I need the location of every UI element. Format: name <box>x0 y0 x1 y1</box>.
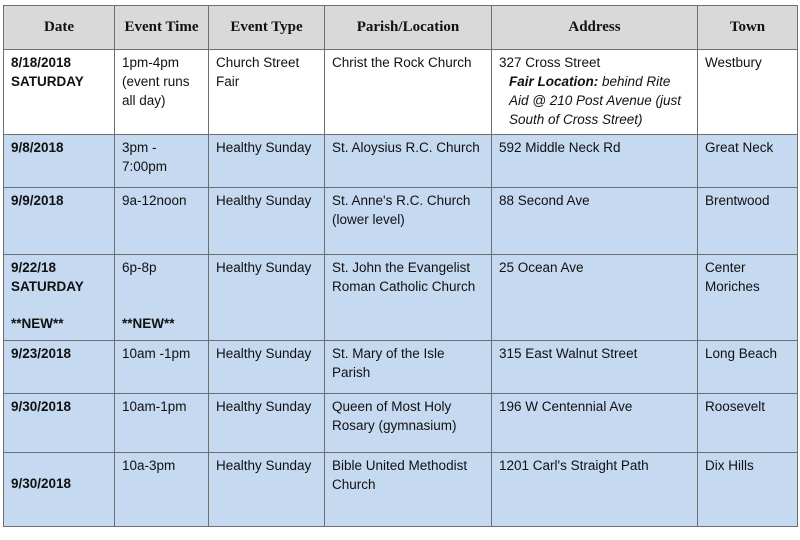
header-event-type: Event Type <box>209 6 325 50</box>
date-text: 9/30/2018 <box>11 476 72 491</box>
parish-cell: Queen of Most Holy Rosary (gymnasium) <box>325 394 492 453</box>
address-cell: 196 W Centennial Ave <box>492 394 698 453</box>
table-row <box>4 50 798 135</box>
header-date: Date <box>4 6 115 50</box>
parish-cell: St. John the Evangelist Roman Catholic Church <box>325 255 492 341</box>
parish-cell: St. Aloysius R.C. Church <box>325 135 492 188</box>
header-parish-location: Parish/Location <box>325 6 492 50</box>
day-text: SATURDAY <box>11 279 84 294</box>
type-cell: Church Street Fair <box>209 50 325 135</box>
date-text: 9/22/18 <box>11 260 57 275</box>
town-cell: Roosevelt <box>698 394 798 453</box>
town-cell: Long Beach <box>698 341 798 394</box>
fair-location-text: behind Rite Aid @ 210 Post Avenue (just South of Cross Street) <box>509 74 682 127</box>
town-cell: Center Moriches <box>698 255 798 341</box>
type-cell: Healthy Sunday <box>209 135 325 188</box>
type-cell: Healthy Sunday <box>209 394 325 453</box>
date-cell <box>4 255 115 341</box>
events-table <box>3 5 798 527</box>
parish-cell: Bible United Methodist Church <box>325 453 492 527</box>
town-cell: Westbury <box>698 50 798 135</box>
table-row <box>4 341 798 394</box>
time-text: 6p-8p <box>122 260 157 275</box>
table-row <box>4 255 798 341</box>
type-cell: Healthy Sunday <box>209 255 325 341</box>
date-text: 8/18/2018 <box>11 55 72 70</box>
header-town: Town <box>698 6 798 50</box>
address-cell: 315 East Walnut Street <box>492 341 698 394</box>
new-badge: **NEW** <box>11 316 64 331</box>
town-cell: Great Neck <box>698 135 798 188</box>
time-cell: 9a-12noon <box>115 188 209 255</box>
time-cell: 3pm - 7:00pm <box>115 135 209 188</box>
fair-location-label: Fair Location: <box>509 74 599 89</box>
new-badge: **NEW** <box>122 316 175 331</box>
date-cell: 9/9/2018 <box>4 188 115 255</box>
header-row <box>4 6 798 50</box>
day-text: SATURDAY <box>11 74 84 89</box>
address-cell: 592 Middle Neck Rd <box>492 135 698 188</box>
address-cell: 88 Second Ave <box>492 188 698 255</box>
address-cell: 1201 Carl's Straight Path <box>492 453 698 527</box>
header-address: Address <box>492 6 698 50</box>
address-text: 327 Cross Street <box>499 55 601 70</box>
time-cell: 10am-1pm <box>115 394 209 453</box>
parish-cell: St. Anne's R.C. Church (lower level) <box>325 188 492 255</box>
time-cell: 10am -1pm <box>115 341 209 394</box>
type-cell: Healthy Sunday <box>209 453 325 527</box>
table-row <box>4 135 798 188</box>
parish-cell: St. Mary of the Isle Parish <box>325 341 492 394</box>
time-cell: 1pm-4pm (event runs all day) <box>115 50 209 135</box>
town-cell: Brentwood <box>698 188 798 255</box>
date-cell: 9/23/2018 <box>4 341 115 394</box>
time-cell: 10a-3pm <box>115 453 209 527</box>
fair-location-note <box>499 72 690 129</box>
date-cell: 9/8/2018 <box>4 135 115 188</box>
type-cell: Healthy Sunday <box>209 188 325 255</box>
parish-cell: Christ the Rock Church <box>325 50 492 135</box>
table-row <box>4 188 798 255</box>
date-cell <box>4 453 115 527</box>
time-cell <box>115 255 209 341</box>
date-cell <box>4 50 115 135</box>
header-event-time: Event Time <box>115 6 209 50</box>
type-cell: Healthy Sunday <box>209 341 325 394</box>
address-cell <box>492 50 698 135</box>
address-cell: 25 Ocean Ave <box>492 255 698 341</box>
table-row <box>4 394 798 453</box>
town-cell: Dix Hills <box>698 453 798 527</box>
date-cell: 9/30/2018 <box>4 394 115 453</box>
table-row <box>4 453 798 527</box>
